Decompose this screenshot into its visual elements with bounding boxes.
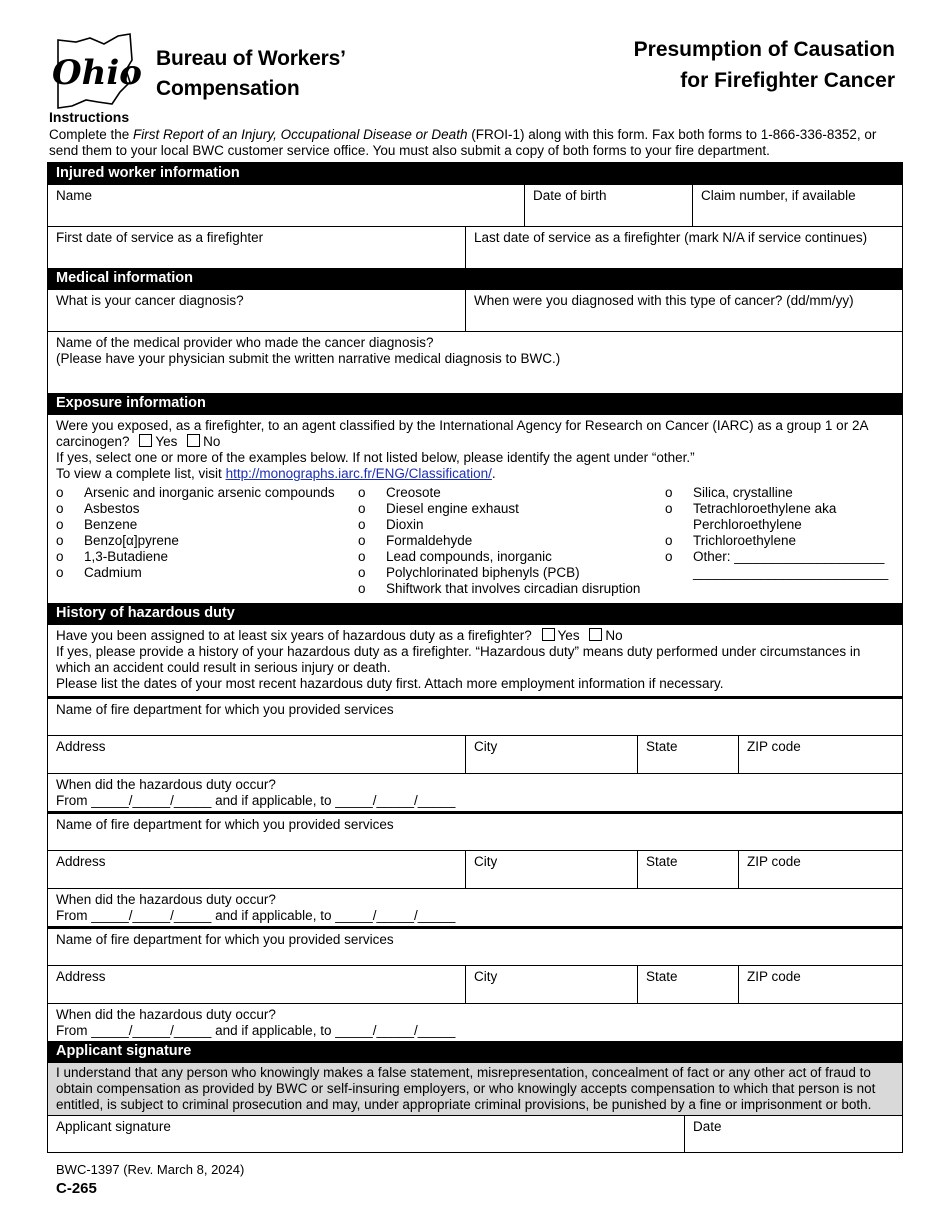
brand-name — [156, 44, 346, 104]
duty-dates-field[interactable]: When did the hazardous duty occur? From _____/_____/_____ and if applicable, to _____/_____/_____ — [56, 892, 456, 923]
carcinogen-option[interactable] — [56, 501, 358, 517]
instructions-text: Complete the First Report of an Injury, Occupational Disease or Death (FROI-1) along with this form. Fax both forms to 1-866-336-8352, or send them to your local BWC customer service office. You must also submit a copy of both forms to your fire department. — [49, 127, 877, 158]
duty-history-groups — [48, 696, 902, 1041]
option-label: Arsenic and inorganic arsenic compounds — [84, 485, 335, 500]
section-hazardous-duty: History of hazardous duty — [48, 603, 902, 625]
option-bullet: o — [665, 533, 673, 548]
option-bullet: o — [358, 549, 366, 564]
title-line-2: for Firefighter Cancer — [680, 69, 895, 92]
diagnosis-date-field[interactable]: When were you diagnosed with this type of cancer? (dd/mm/yy) — [465, 290, 902, 331]
carcinogen-list — [48, 485, 902, 603]
option-bullet: o — [358, 565, 366, 580]
ohio-logo — [46, 30, 146, 110]
state-field[interactable]: State — [637, 851, 738, 888]
zip-field[interactable]: ZIP code — [738, 736, 902, 773]
option-bullet: o — [56, 533, 64, 548]
section-signature: Applicant signature — [48, 1041, 902, 1063]
froi-form-name: First Report of an Injury, Occupational Disease or Death — [133, 127, 468, 142]
name-field[interactable]: Name — [56, 188, 93, 203]
city-field[interactable]: City — [465, 966, 637, 1003]
option-label: Trichloroethylene — [693, 533, 797, 548]
claim-form — [47, 162, 903, 1153]
last-service-date-field[interactable]: Last date of service as a firefighter (mark N/A if service continues) — [465, 227, 902, 268]
hazardous-yes-checkbox[interactable] — [542, 628, 555, 641]
option-bullet: o — [358, 581, 366, 596]
form-code: C-265 — [56, 1180, 97, 1197]
option-label: Cadmium — [84, 565, 142, 580]
option-label: Other: ____________________ — [693, 549, 885, 564]
zip-field[interactable]: ZIP code — [738, 851, 902, 888]
option-label: Shiftwork that involves circadian disruption — [386, 581, 641, 596]
other-agent-line[interactable]: __________________________ — [693, 565, 889, 580]
hazardous-text-2: Please list the dates of your most recent hazardous duty first. Attach more employment information if necessary. — [56, 676, 724, 691]
option-label: Diesel engine exhaust — [386, 501, 519, 516]
carcinogen-option[interactable] — [358, 565, 665, 581]
fire-department-field[interactable]: Name of fire department for which you provided services — [56, 932, 394, 947]
city-field[interactable]: City — [465, 851, 637, 888]
signature-date-field[interactable]: Date — [684, 1116, 902, 1152]
option-label: Benzene — [84, 517, 138, 532]
claim-number-field[interactable]: Claim number, if available — [692, 185, 902, 226]
duty-history-group — [48, 926, 902, 1041]
exposure-list-intro: To view a complete list, visit http://monographs.iarc.fr/ENG/Classification/. — [56, 466, 496, 481]
option-bullet: o — [665, 501, 673, 516]
address-field[interactable]: Address — [56, 969, 106, 984]
title-line-1: Presumption of Causation — [633, 38, 895, 61]
first-service-date-field[interactable]: First date of service as a firefighter — [56, 230, 264, 245]
option-bullet: o — [56, 517, 64, 532]
option-label: Polychlorinated biphenyls (PCB) — [386, 565, 580, 580]
zip-field[interactable]: ZIP code — [738, 966, 902, 1003]
carcinogen-option[interactable] — [56, 517, 358, 533]
state-field[interactable]: State — [637, 966, 738, 1003]
option-label: 1,3-Butadiene — [84, 549, 169, 564]
option-bullet: o — [665, 549, 673, 564]
iarc-link[interactable]: http://monographs.iarc.fr/ENG/Classification/ — [225, 466, 492, 481]
carcinogen-option[interactable] — [665, 501, 894, 533]
hazardous-question: Have you been assigned to at least six years of hazardous duty as a firefighter? Yes No If yes, please provide a history of your hazardous duty as a firefighter. “Hazardous duty” means duty performed under circumstances in which an accident could result in serious injury or death. Please list the dates of your most recent hazardous duty first. Attach more employment information if necessary. — [48, 625, 902, 696]
document-title — [634, 34, 895, 96]
ohio-logo-text: Ohio — [52, 53, 142, 93]
brand-line-2: Compensation — [156, 77, 300, 100]
dob-field[interactable]: Date of birth — [524, 185, 692, 226]
carcinogen-option[interactable] — [358, 501, 665, 517]
carcinogen-option[interactable] — [358, 533, 665, 549]
form-revision: BWC-1397 (Rev. March 8, 2024) — [56, 1162, 245, 1177]
option-label: Creosote — [386, 485, 441, 500]
fraud-statement: I understand that any person who knowingly makes a false statement, misrepresentation, concealment of fact or any other act of fraud to obtain compensation as provided by BWC or self-insuring employers, or who knowingly accepts compensation to which that person is not entitled, is subject to criminal prosecution and may, under appropriate criminal provisions, be punished by a fine or imprisonment or both. — [48, 1063, 902, 1115]
carcinogen-option[interactable] — [56, 485, 358, 501]
section-exposure: Exposure information — [48, 393, 902, 415]
instructions-heading: Instructions — [49, 109, 130, 125]
carcinogen-option[interactable] — [665, 485, 894, 501]
fire-department-field[interactable]: Name of fire department for which you provided services — [56, 702, 394, 717]
option-bullet: o — [56, 565, 64, 580]
option-label: Asbestos — [84, 501, 140, 516]
carcinogen-option[interactable] — [358, 549, 665, 565]
carcinogen-option[interactable] — [56, 549, 358, 565]
section-injured-worker: Injured worker information — [48, 163, 902, 185]
duty-history-group — [48, 811, 902, 926]
brand-line-1: Bureau of Workers’ — [156, 47, 346, 70]
city-field[interactable]: City — [465, 736, 637, 773]
address-field[interactable]: Address — [56, 739, 106, 754]
state-field[interactable]: State — [637, 736, 738, 773]
option-bullet: o — [358, 501, 366, 516]
fire-department-field[interactable]: Name of fire department for which you provided services — [56, 817, 394, 832]
exposure-no-checkbox[interactable] — [187, 434, 200, 447]
diagnosis-field[interactable]: What is your cancer diagnosis? — [56, 293, 244, 308]
exposure-question: Were you exposed, as a firefighter, to an agent classified by the International Agency for Research on Cancer (IARC) as a group 1 or 2A carcinogen? Yes No If yes, select one or more of the examples below. If not listed below, please identify the agent under “other.” To view a complete list, visit http://monographs.iarc.fr/ENG/Classification/. — [48, 415, 902, 485]
hazardous-no-checkbox[interactable] — [589, 628, 602, 641]
duty-history-group — [48, 696, 902, 811]
carcinogen-option[interactable] — [358, 517, 665, 533]
option-bullet: o — [358, 533, 366, 548]
option-label: Tetrachloroethylene aka Perchloroethylene — [693, 501, 837, 532]
option-label: Dioxin — [386, 517, 424, 532]
carcinogen-option[interactable] — [665, 549, 894, 565]
duty-dates-field[interactable]: When did the hazardous duty occur? From _____/_____/_____ and if applicable, to _____/_____/_____ — [56, 1007, 456, 1038]
option-label: Formaldehyde — [386, 533, 473, 548]
option-bullet: o — [56, 501, 64, 516]
option-bullet: o — [56, 485, 64, 500]
carcinogen-option[interactable] — [56, 565, 358, 581]
exposure-yes-checkbox[interactable] — [139, 434, 152, 447]
option-bullet: o — [358, 485, 366, 500]
address-field[interactable]: Address — [56, 854, 106, 869]
medical-provider-field[interactable]: Name of the medical provider who made the cancer diagnosis? (Please have your physician submit the written narrative medical diagnosis to BWC.) — [56, 335, 561, 366]
option-bullet: o — [665, 485, 673, 500]
option-label: Benzo[α]pyrene — [84, 533, 179, 548]
option-bullet: o — [56, 549, 64, 564]
applicant-signature-field[interactable]: Applicant signature — [56, 1119, 171, 1134]
carcinogen-option[interactable] — [665, 533, 894, 549]
carcinogen-option[interactable] — [358, 485, 665, 501]
section-medical: Medical information — [48, 268, 902, 290]
option-label: Lead compounds, inorganic — [386, 549, 552, 564]
carcinogen-option[interactable] — [56, 533, 358, 549]
duty-dates-field[interactable]: When did the hazardous duty occur? From _____/_____/_____ and if applicable, to _____/_____/_____ — [56, 777, 456, 808]
option-bullet: o — [358, 517, 366, 532]
hazardous-text-1: If yes, please provide a history of your hazardous duty as a firefighter. “Hazardous duty” means duty performed under circumstances in which an accident could result in serious injury or death. — [56, 644, 861, 675]
exposure-instruction: If yes, select one or more of the examples below. If not listed below, please identify the agent under “other.” — [56, 450, 695, 465]
carcinogen-option[interactable] — [358, 581, 665, 597]
option-label: Silica, crystalline — [693, 485, 793, 500]
